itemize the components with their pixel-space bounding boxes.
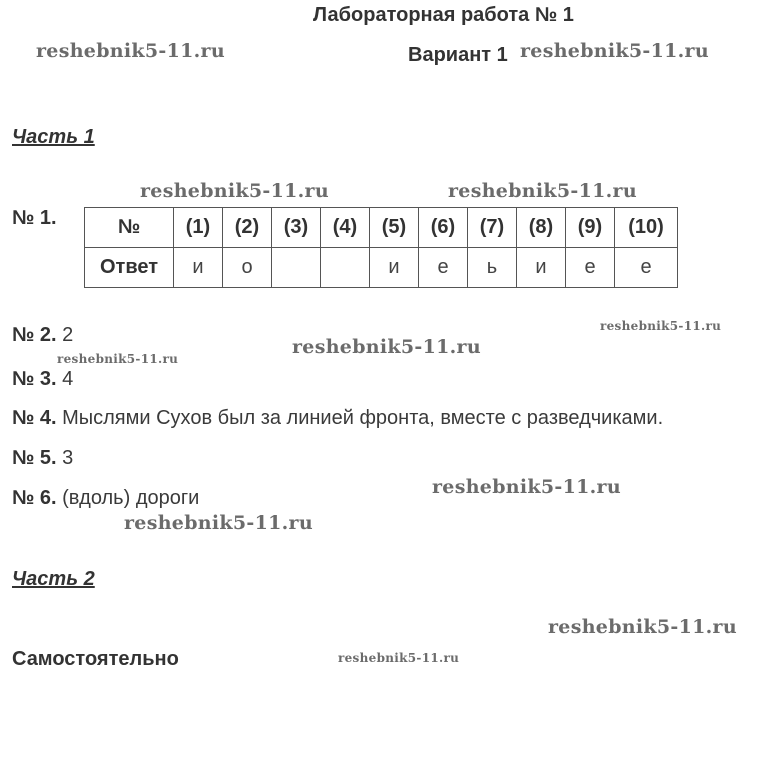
watermark: reshebnik5-11.ru <box>57 352 179 366</box>
document-variant: Вариант 1 <box>408 44 508 66</box>
watermark: reshebnik5-11.ru <box>432 476 621 498</box>
table-column-header: (10) <box>615 208 678 248</box>
task-answer: (вдоль) дороги <box>62 487 200 509</box>
task-number: № 6. <box>12 487 57 509</box>
table-column-header: (8) <box>517 208 566 248</box>
task-answer: 3 <box>62 447 74 469</box>
part2-heading: Часть 2 <box>12 568 95 590</box>
watermark: reshebnik5-11.ru <box>140 180 329 202</box>
table-header-label: № <box>85 208 174 248</box>
task-answer: Мыслями Сухов был за линией фронта, вместе с разведчиками. <box>62 407 664 429</box>
task-line <box>12 447 73 470</box>
table-column-header: (2) <box>223 208 272 248</box>
table-answer-label: Ответ <box>85 248 174 288</box>
table-answer-cell: е <box>615 248 678 288</box>
table-column-header: (6) <box>419 208 468 248</box>
answers-table <box>84 207 678 288</box>
task-answer: 4 <box>62 368 74 390</box>
watermark: reshebnik5-11.ru <box>124 512 313 534</box>
table-header-row <box>85 208 678 248</box>
table-column-header: (3) <box>272 208 321 248</box>
watermark: reshebnik5-11.ru <box>338 651 460 665</box>
table-column-header: (4) <box>321 208 370 248</box>
table-answer-cell: о <box>223 248 272 288</box>
table-answer-cell: и <box>517 248 566 288</box>
table-answer-cell <box>272 248 321 288</box>
table-column-header: (7) <box>468 208 517 248</box>
task-number: № 4. <box>12 407 57 429</box>
table-column-header: (5) <box>370 208 419 248</box>
watermark: reshebnik5-11.ru <box>548 616 737 638</box>
table-answer-cell: е <box>419 248 468 288</box>
table-column-header: (1) <box>174 208 223 248</box>
task-number: № 3. <box>12 368 57 390</box>
task-line <box>12 407 663 430</box>
task-line <box>12 324 73 347</box>
table-answer-cell: и <box>370 248 419 288</box>
watermark: reshebnik5-11.ru <box>448 180 637 202</box>
watermark: reshebnik5-11.ru <box>520 40 709 62</box>
self-work-text: Самостоятельно <box>12 648 179 670</box>
table-answer-row <box>85 248 678 288</box>
task-line <box>12 487 199 510</box>
document-title: Лабораторная работа № 1 <box>313 4 574 26</box>
table-answer-cell: ь <box>468 248 517 288</box>
table-answer-cell: и <box>174 248 223 288</box>
table-column-header: (9) <box>566 208 615 248</box>
watermark: reshebnik5-11.ru <box>600 319 722 333</box>
task-answer: 2 <box>62 324 74 346</box>
task1-number: № 1. <box>12 207 57 229</box>
part1-heading: Часть 1 <box>12 126 95 148</box>
table-answer-cell <box>321 248 370 288</box>
task-number: № 2. <box>12 324 57 346</box>
task-line <box>12 368 73 391</box>
task-number: № 5. <box>12 447 57 469</box>
watermark: reshebnik5-11.ru <box>36 40 225 62</box>
watermark: reshebnik5-11.ru <box>292 336 481 358</box>
table-answer-cell: е <box>566 248 615 288</box>
